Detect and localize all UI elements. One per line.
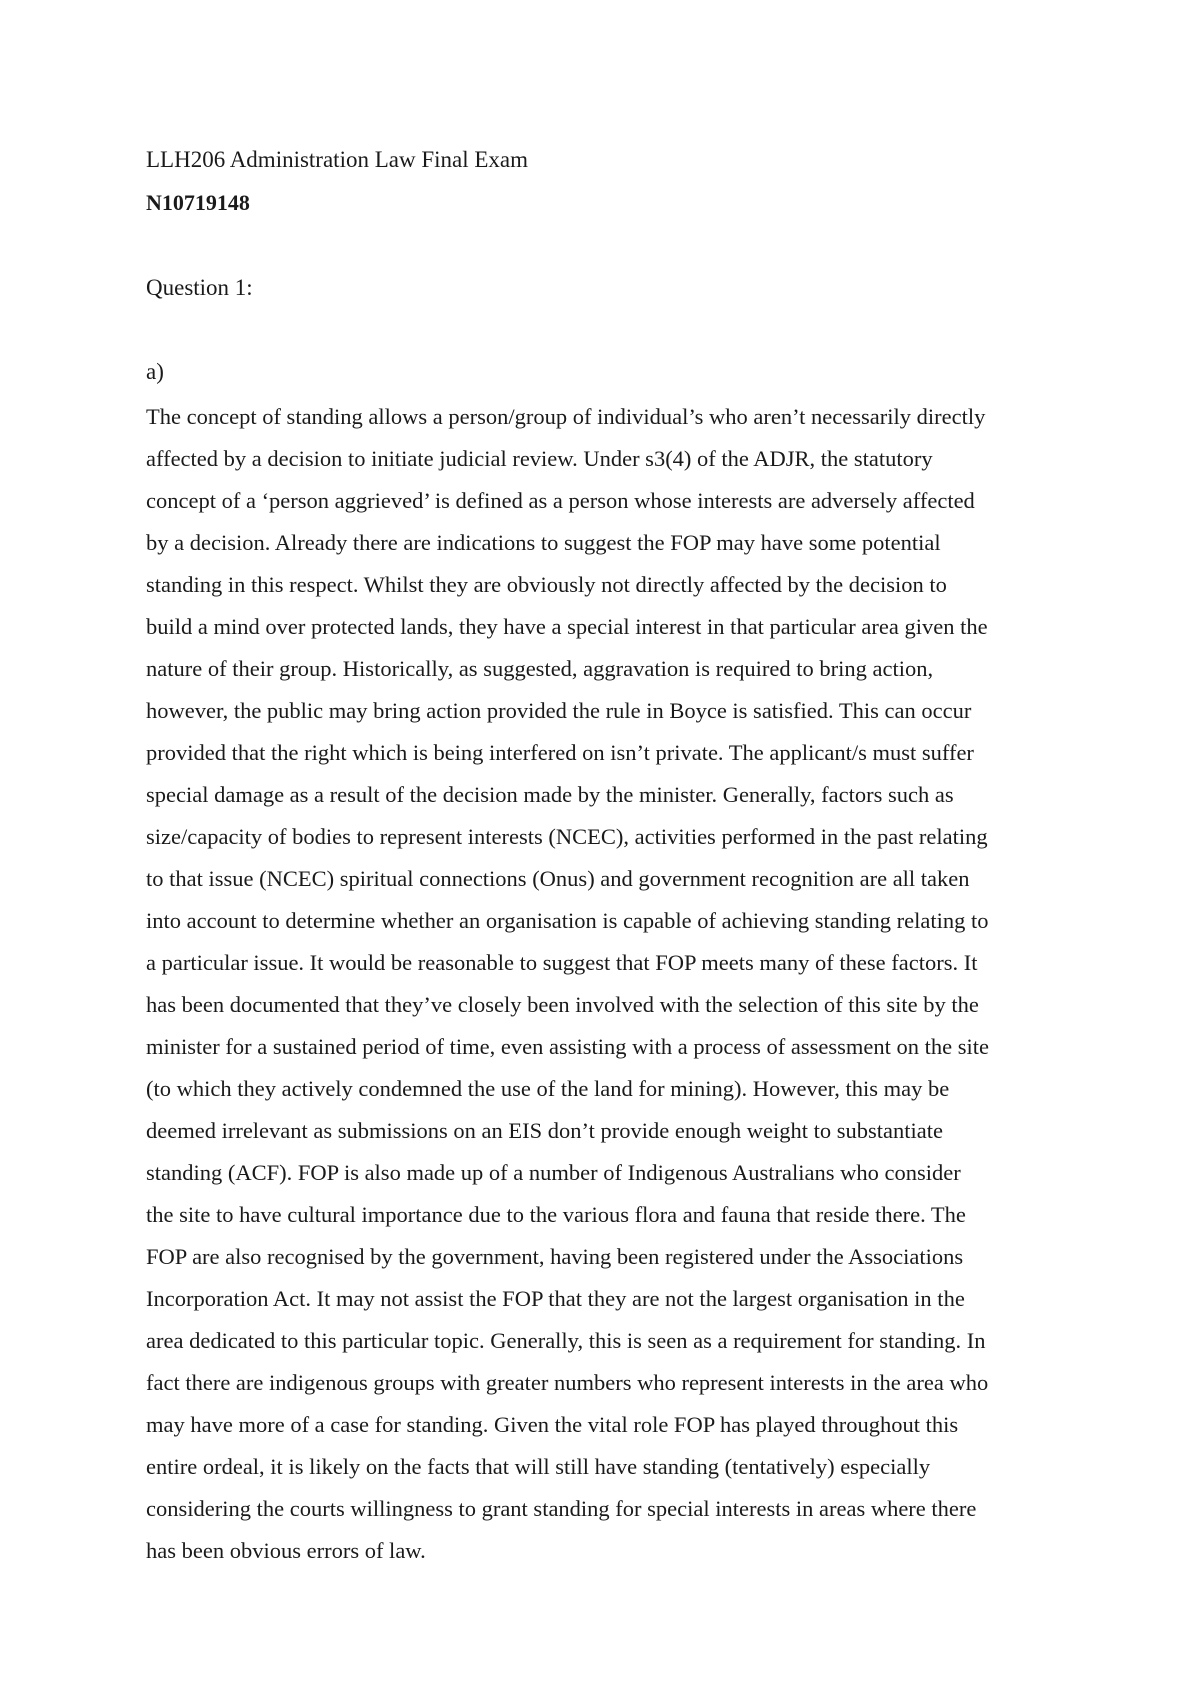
body-line: has been documented that they’ve closely been involved with the selection of this site by the (146, 992, 979, 1017)
body-line: standing (ACF). FOP is also made up of a number of Indigenous Australians who consider (146, 1160, 961, 1185)
body-line: FOP are also recognised by the government, having been registered under the Associations (146, 1244, 964, 1269)
body-line: deemed irrelevant as submissions on an EIS don’t provide enough weight to substantiate (146, 1118, 943, 1143)
part-label: a) (146, 359, 164, 384)
body-line: fact there are indigenous groups with greater numbers who represent interests in the area who (146, 1370, 989, 1395)
body-line: by a decision. Already there are indications to suggest the FOP may have some potential (146, 530, 941, 555)
body-line: to that issue (NCEC) spiritual connections (Onus) and government recognition are all taken (146, 866, 970, 891)
body-line: Incorporation Act. It may not assist the FOP that they are not the largest organisation in the (146, 1286, 965, 1311)
answer-body (146, 396, 1086, 1572)
body-line: standing in this respect. Whilst they are obviously not directly affected by the decision to (146, 572, 947, 597)
body-line: concept of a ‘person aggrieved’ is defined as a person whose interests are adversely affected (146, 488, 975, 513)
body-line: special damage as a result of the decision made by the minister. Generally, factors such as (146, 782, 954, 807)
body-line: a particular issue. It would be reasonable to suggest that FOP meets many of these factors. It (146, 950, 978, 975)
body-line: the site to have cultural importance due to the various flora and fauna that reside there. The (146, 1202, 966, 1227)
body-line: (to which they actively condemned the use of the land for mining). However, this may be (146, 1076, 950, 1101)
body-line: may have more of a case for standing. Given the vital role FOP has played throughout this (146, 1412, 959, 1437)
body-line: has been obvious errors of law. (146, 1538, 426, 1563)
body-line: build a mind over protected lands, they have a special interest in that particular area given the (146, 614, 988, 639)
document-title: LLH206 Administration Law Final Exam (146, 147, 529, 172)
body-line: however, the public may bring action provided the rule in Boyce is satisfied. This can occur (146, 698, 972, 723)
body-line: considering the courts willingness to grant standing for special interests in areas where there (146, 1496, 977, 1521)
body-line: nature of their group. Historically, as suggested, aggravation is required to bring action, (146, 656, 934, 681)
body-line: area dedicated to this particular topic. Generally, this is seen as a requirement for standing. In (146, 1328, 986, 1353)
student-id: N10719148 (146, 190, 250, 215)
body-line: provided that the right which is being interfered on isn’t private. The applicant/s must suffer (146, 740, 974, 765)
body-line: affected by a decision to initiate judicial review. Under s3(4) of the ADJR, the statutory (146, 446, 933, 471)
body-line: entire ordeal, it is likely on the facts that will still have standing (tentatively) especially (146, 1454, 931, 1479)
body-line: minister for a sustained period of time, even assisting with a process of assessment on the site (146, 1034, 989, 1059)
body-line: into account to determine whether an organisation is capable of achieving standing relating to (146, 908, 989, 933)
body-line: The concept of standing allows a person/group of individual’s who aren’t necessarily directly (146, 404, 986, 429)
body-line: size/capacity of bodies to represent interests (NCEC), activities performed in the past relating (146, 824, 988, 849)
question-heading: Question 1: (146, 275, 253, 300)
